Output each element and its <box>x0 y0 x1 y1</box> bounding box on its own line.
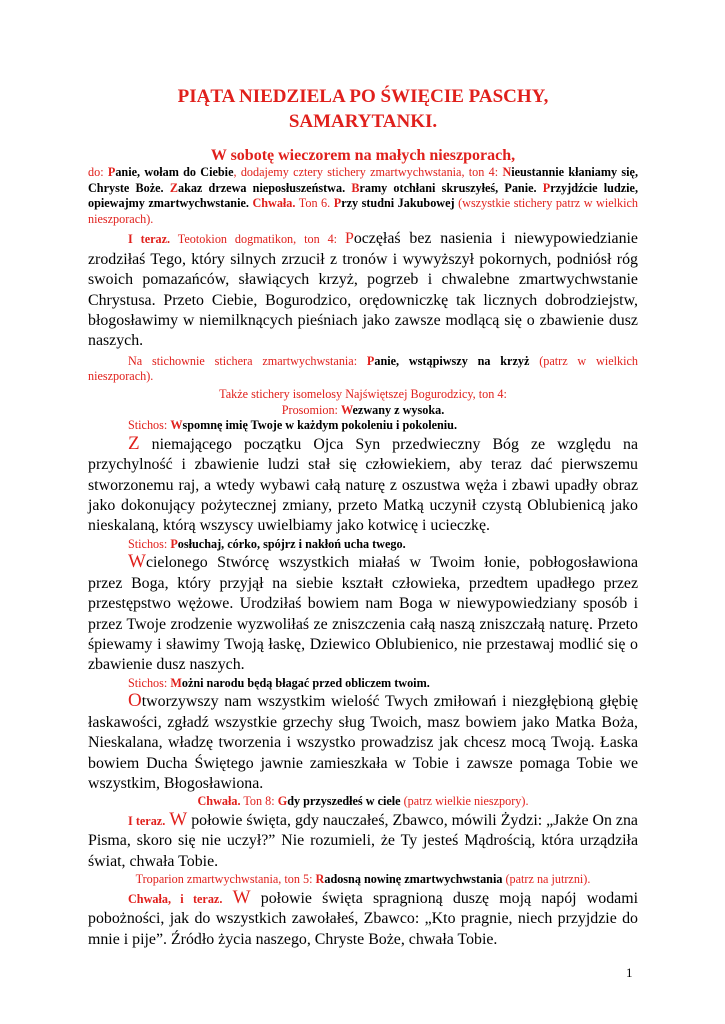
title-line-2: SAMARYTANKI. <box>288 111 438 132</box>
title-line-1: PIĄTA NIEDZIELA PO ŚWIĘCIE PASCHY, <box>177 86 549 107</box>
page-title <box>88 84 638 134</box>
page-number: 1 <box>626 965 633 980</box>
theotokion-paragraph: I teraz. Teotokion dogmatikon, ton 4: Poczęłaś bez nasienia i niewypowiedzianie zrodziłaś Tego, który silnych zrzucił z tronów i wywyższył pokornych, podniósł róg swoich pomazańców, sławiących krzyż, pogrzeb i chwalebne zmartwychwstanie Chrystusa. Przeto Ciebie, Bogurodzico, orędowniczkę tak licznych dobrodziejstw, błogosławimy w niemilknących pieśniach jako zawsze modlącą się o zbawienie dusz naszych. <box>88 230 638 350</box>
stichovne-rubric: Na stichownie stichera zmartwychwstania: Panie, wstąpiwszy na krzyż (patrz w wielkich nieszporach). <box>88 353 638 384</box>
prosomion-line: Prosomion: Wezwany z wysoka. <box>281 402 445 417</box>
stichos-2: Stichos: Posłuchaj, córko, spójrz i nakłoń ucha twego. <box>128 536 406 551</box>
troparion-rubric: Troparion zmartwychwstania, ton 5: Radosną nowinę zmartwychwstania (patrz na jutrzni). <box>135 872 591 887</box>
stanza-3: Otworzywszy nam wszystkim wielość Twych zmiłowań i niezgłębioną głębię łaskawości, zgładź wszystkie grzechy sług Twoich, masz bowiem jako Matka Boża, Nieskalana, władzę tworzenia i wszystko prowadzisz jak chcesz mocą Twoją. Łaska bowiem Ducha Świętego jawnie zamieszkała w Tobie i zawsze pomaga Tobie we wszystkim, Błogosławiona. <box>88 690 638 793</box>
isomelos-rubric: Także stichery isomelosy Najświętszej Bogurodzicy, ton 4: <box>219 387 507 401</box>
and-now-paragraph: I teraz. W połowie święta, gdy nauczałeś, Zbawco, mówili Żydzi: „Jakże On zna Pisma, skoro się nie uczył?” Nie rozumieli, że Ty jesteś Mądrością, która urządziła świat, chwała Tobie. <box>88 809 638 870</box>
final-paragraph: Chwała, i teraz. W połowie święta spragnioną duszę moją napój wodami pobożności, jak do wszystkich zawołałeś, Zbawco: „Kto pragnie, niech przyjdzie do mnie i pije”. Źródło życia naszego, Chryste Boże, chwała Tobie. <box>88 886 638 948</box>
stichos-3: Stichos: Możni narodu będą błagać przed obliczem twoim. <box>128 675 430 690</box>
stichos-1: Stichos: Wspomnę imię Twoje w każdym pokoleniu i pokoleniu. <box>128 418 458 433</box>
stanza-2: Wcielonego Stwórcę wszystkich miałaś w Twoim łonie, pobłogosławiona przez Boga, który przyjął na siebie kształt człowieka, przedtem upadłego przez przestępstwo wężowe. Urodziłaś bowiem nam Boga w niewypowiedziany sposób i przez Twoje zrodzenie wyzwoliłaś ze zniszczenia całą naszą zniszczałą naturę. Przeto śpiewamy i sławimy Twoją łaskę, Dziewico Oblubienico, nie przestawaj modlić się o zbawienie dusz naszych. <box>88 551 638 674</box>
stanza-1: Z niemającego początku Ojca Syn przedwieczny Bóg ze względu na przychylność i zbawienie ludzi stał się człowiekiem, aby teraz dać pierwszemu stworzonemu raj, a wtedy wybawi całą naturę z oszustwa węża i zbawi upadły obraz jako dokonujący pożytecznej zmiany, przeto Matką uczynił czystą Oblubienicą jako nieskalaną, którą wszyscy uwielbiamy jako kotwicę i ucieczkę. <box>88 432 638 535</box>
intro-rubric: do: Panie, wołam do Ciebie, dodajemy cztery stichery zmartwychwstania, ton 4: Nieustannie kłaniamy się, Chryste Boże. Zakaz drzewa nieposłuszeństwa. Bramy otchłani skruszyłeś, Panie. Przyjdźcie ludzie, opiewajmy zmartwychwstanie. Chwała. Ton 6. Przy studni Jakubowej (wszystkie stichery patrz w wielkich nieszporach). <box>88 165 639 226</box>
glory-rubric: Chwała. Ton 8: Gdy przyszedłeś w ciele (patrz wielkie nieszpory). <box>197 794 529 809</box>
document-page <box>88 84 638 950</box>
section-subtitle: W sobotę wieczorem na małych nieszporach, <box>210 147 516 164</box>
